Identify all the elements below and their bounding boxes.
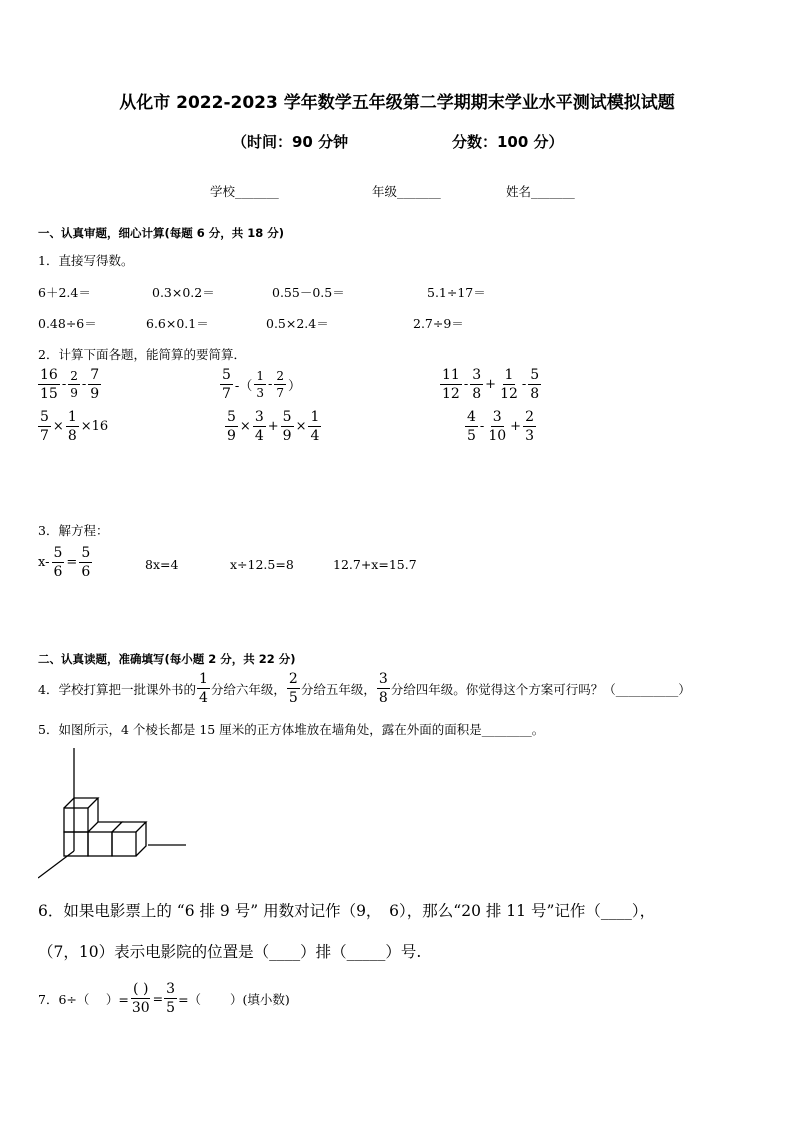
fraction: $\frac{2}{3}$ (525, 409, 534, 444)
q3-equation-3: x÷12.5=8 (230, 557, 294, 572)
q2-expression-1: $\frac{16}{15}$ - $\frac{2}{9}$ - $\frac{7}{9}$ (40, 367, 100, 402)
q1-item: 0.48÷6＝ (38, 316, 97, 331)
fraction: $\frac{1}{4}$ (198, 671, 208, 706)
fraction: $\frac{1}{3}$ (256, 369, 264, 400)
section-1-heading: 一、认真审题，细心计算(每题 6 分，共 18 分) (38, 226, 285, 240)
q1-item: 6.6×0.1＝ (146, 316, 209, 331)
q1-item: 5.1÷17＝ (427, 285, 486, 300)
q3-equation-2: 8x=4 (145, 557, 179, 572)
fraction: $\frac{3}{8}$ (378, 671, 388, 706)
school-field: 学校_______ (210, 184, 279, 199)
question-4: 4．学校打算把一批课外书的 $\frac{1}{4}$ 分给六年级， $\frac{2}{5}$ 分给五年级， $\frac{3}{8}$ 分给四年级。你觉得这个方案可行吗？（__________） (38, 671, 691, 706)
q2-expression-5: $\frac{5}{9}$ × $\frac{3}{4}$ + $\frac{5}{9}$ × $\frac{1}{4}$ (227, 409, 320, 444)
fraction: $\frac{1}{4}$ (310, 409, 320, 444)
q1-item: 0.55－0.5＝ (272, 285, 345, 300)
fraction: $\frac{1}{8}$ (67, 409, 77, 444)
fraction: $\frac{5}{7}$ (40, 409, 49, 444)
fraction: $\frac{5}{9}$ (282, 409, 292, 444)
cube-stack-figure (38, 748, 190, 880)
q3-equation-4: 12.7+x=15.7 (333, 557, 417, 572)
question-2-label: 2．计算下面各题，能简算的要简算． (38, 347, 246, 362)
fraction: $\frac{2}{5}$ (288, 671, 298, 706)
fraction: $\frac{3}{4}$ (254, 409, 264, 444)
exam-time: （时间：90 分钟 (232, 133, 349, 151)
question-5: 5．如图所示，4 个棱长都是 15 厘米的正方体堆放在墙角处，露在外面的面积是________。 (38, 722, 545, 737)
q1-item: 6＋2.4＝ (38, 285, 91, 300)
fraction: $\frac{5}{9}$ (227, 409, 236, 444)
fraction: $\frac{11}{12}$ (442, 367, 460, 402)
q2-expression-6: $\frac{4}{5}$ - $\frac{3}{10}$ + $\frac{2}{3}$ (467, 409, 534, 444)
fraction: $\frac{5}{6}$ (81, 545, 91, 580)
question-6-line-2: （7，10）表示电影院的位置是（____）排（_____）号. (38, 943, 422, 961)
q2-expression-3: $\frac{11}{12}$ - $\frac{3}{8}$ + $\frac{1}{12}$ - $\frac{5}{8}$ (442, 367, 540, 402)
fraction: $\frac{3}{10}$ (488, 409, 507, 444)
name-field: 姓名_______ (506, 184, 575, 199)
q2-expression-2: $\frac{5}{7}$ -（ $\frac{1}{3}$ - $\frac{2}{7}$ ） (222, 367, 302, 402)
q2-expression-4: $\frac{5}{7}$ × $\frac{1}{8}$ ×16 (40, 409, 109, 444)
q1-item: 0.5×2.4＝ (266, 316, 329, 331)
exam-score: 分数：100 分） (452, 133, 564, 151)
q1-item: 2.7÷9＝ (413, 316, 464, 331)
fraction: $\frac{1}{12}$ (500, 367, 518, 402)
fraction: $\frac{16}{15}$ (40, 367, 58, 402)
fraction: $\frac{( )}{30}$ (131, 981, 150, 1016)
fraction: $\frac{5}{8}$ (530, 367, 540, 402)
grade-field: 年级_______ (372, 184, 441, 199)
fraction: $\frac{3}{5}$ (166, 981, 176, 1016)
question-6-line-1: 6．如果电影票上的 “6 排 9 号” 用数对记作（9， 6），那么“20 排 11 号”记作（____）， (38, 902, 656, 920)
question-3-label: 3．解方程： (38, 523, 109, 538)
q1-item: 0.3×0.2＝ (152, 285, 215, 300)
fraction: $\frac{3}{8}$ (472, 367, 482, 402)
question-1-label: 1．直接写得数。 (38, 253, 134, 268)
question-7: 7．6÷（ ）= $\frac{( )}{30}$ = $\frac{3}{5}$ =（ ）(填小数) (38, 981, 290, 1016)
page-title: 从化市 2022-2023 学年数学五年级第二学期期末学业水平测试模拟试题 (119, 93, 675, 113)
q3-equation-1: x- $\frac{5}{6}$ = $\frac{5}{6}$ (38, 545, 91, 580)
fraction: $\frac{7}{9}$ (90, 367, 100, 402)
fraction: $\frac{4}{5}$ (467, 409, 476, 444)
fraction: $\frac{2}{7}$ (276, 369, 285, 400)
fraction: $\frac{5}{6}$ (53, 545, 63, 580)
section-2-heading: 二、认真读题，准确填写(每小题 2 分，共 22 分) (38, 652, 296, 666)
fraction: $\frac{2}{9}$ (70, 369, 78, 400)
fraction: $\frac{5}{7}$ (222, 367, 231, 402)
